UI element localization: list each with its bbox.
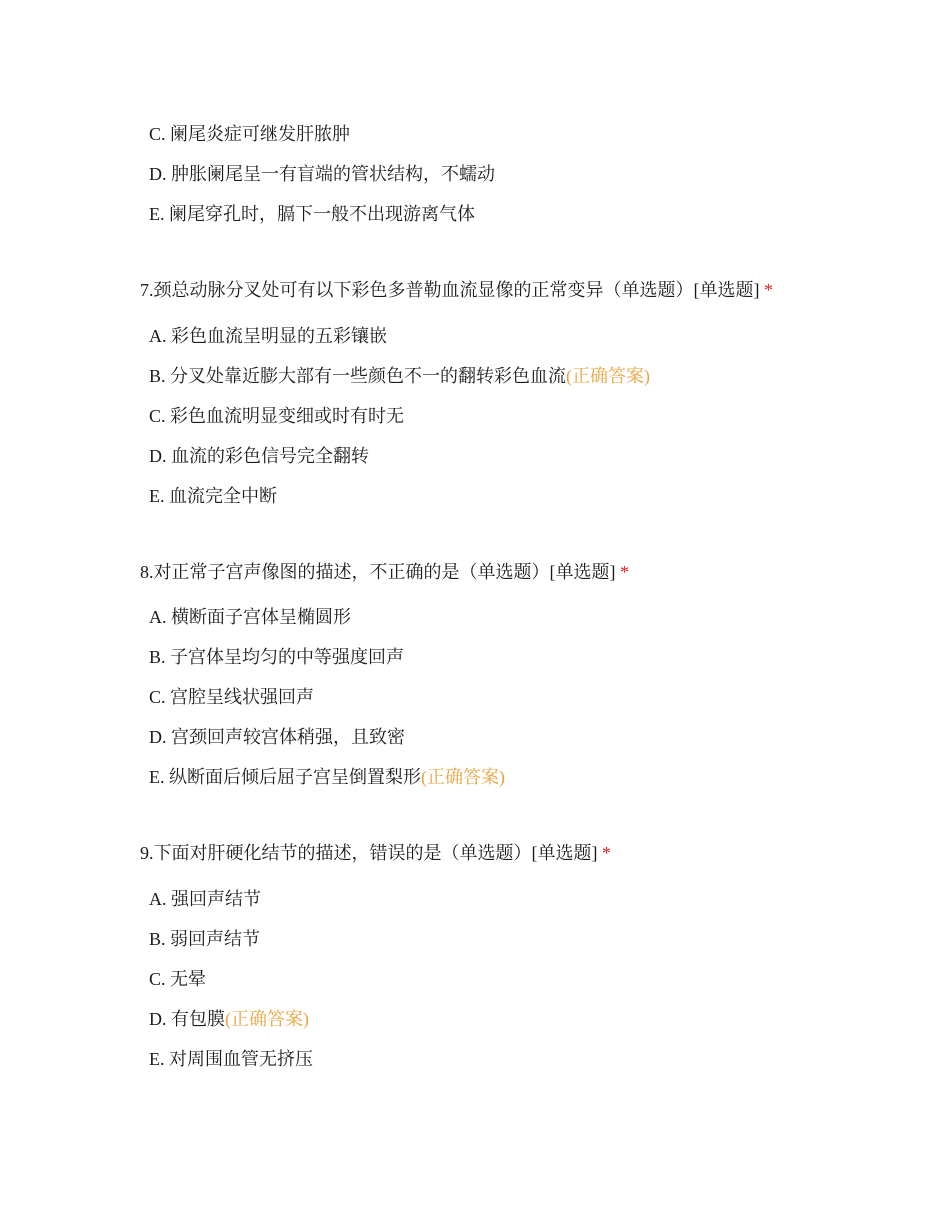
option-8e bbox=[149, 765, 505, 789]
option-7b-text: B. 分叉处靠近膨大部有一些颜色不一的翻转彩色血流 bbox=[149, 366, 567, 386]
question-8-title bbox=[140, 560, 629, 584]
correct-answer-mark: (正确答案) bbox=[421, 767, 505, 787]
required-mark: * bbox=[764, 280, 773, 300]
option-8d: D. 宫颈回声较宫体稍强，且致密 bbox=[149, 727, 405, 747]
question-7-text: 7.颈总动脉分叉处可有以下彩色多普勒血流显像的正常变异（单选题）[单选题] bbox=[140, 280, 760, 300]
option-6c: C. 阑尾炎症可继发肝脓肿 bbox=[149, 124, 351, 144]
option-6d: D. 肿胀阑尾呈一有盲端的管状结构，不蠕动 bbox=[149, 164, 495, 184]
option-7e: E. 血流完全中断 bbox=[149, 486, 277, 506]
option-9d bbox=[149, 1007, 309, 1031]
required-mark: * bbox=[602, 843, 611, 863]
option-7b bbox=[149, 364, 650, 388]
option-6e: E. 阑尾穿孔时，膈下一般不出现游离气体 bbox=[149, 204, 475, 224]
option-9a: A. 强回声结节 bbox=[149, 889, 261, 909]
question-9-title bbox=[140, 841, 611, 865]
option-9b: B. 弱回声结节 bbox=[149, 929, 261, 949]
question-9-text: 9.下面对肝硬化结节的描述，错误的是（单选题）[单选题] bbox=[140, 843, 598, 863]
option-9e: E. 对周围血管无挤压 bbox=[149, 1049, 313, 1069]
option-7c: C. 彩色血流明显变细或时有时无 bbox=[149, 406, 405, 426]
question-8-text: 8.对正常子宫声像图的描述，不正确的是（单选题）[单选题] bbox=[140, 562, 616, 582]
option-8c: C. 宫腔呈线状强回声 bbox=[149, 687, 315, 707]
question-7-title bbox=[140, 278, 773, 302]
correct-answer-mark: (正确答案) bbox=[566, 366, 651, 386]
required-mark: * bbox=[620, 562, 629, 582]
option-9d-text: D. 有包膜 bbox=[149, 1009, 225, 1029]
option-8e-text: E. 纵断面后倾后屈子宫呈倒置梨形 bbox=[149, 767, 421, 787]
option-8a: A. 横断面子宫体呈椭圆形 bbox=[149, 607, 351, 627]
option-7a: A. 彩色血流呈明显的五彩镶嵌 bbox=[149, 326, 387, 346]
correct-answer-mark: (正确答案) bbox=[225, 1009, 309, 1029]
option-9c: C. 无晕 bbox=[149, 969, 207, 989]
option-8b: B. 子宫体呈均匀的中等强度回声 bbox=[149, 647, 405, 667]
option-7d: D. 血流的彩色信号完全翻转 bbox=[149, 446, 369, 466]
